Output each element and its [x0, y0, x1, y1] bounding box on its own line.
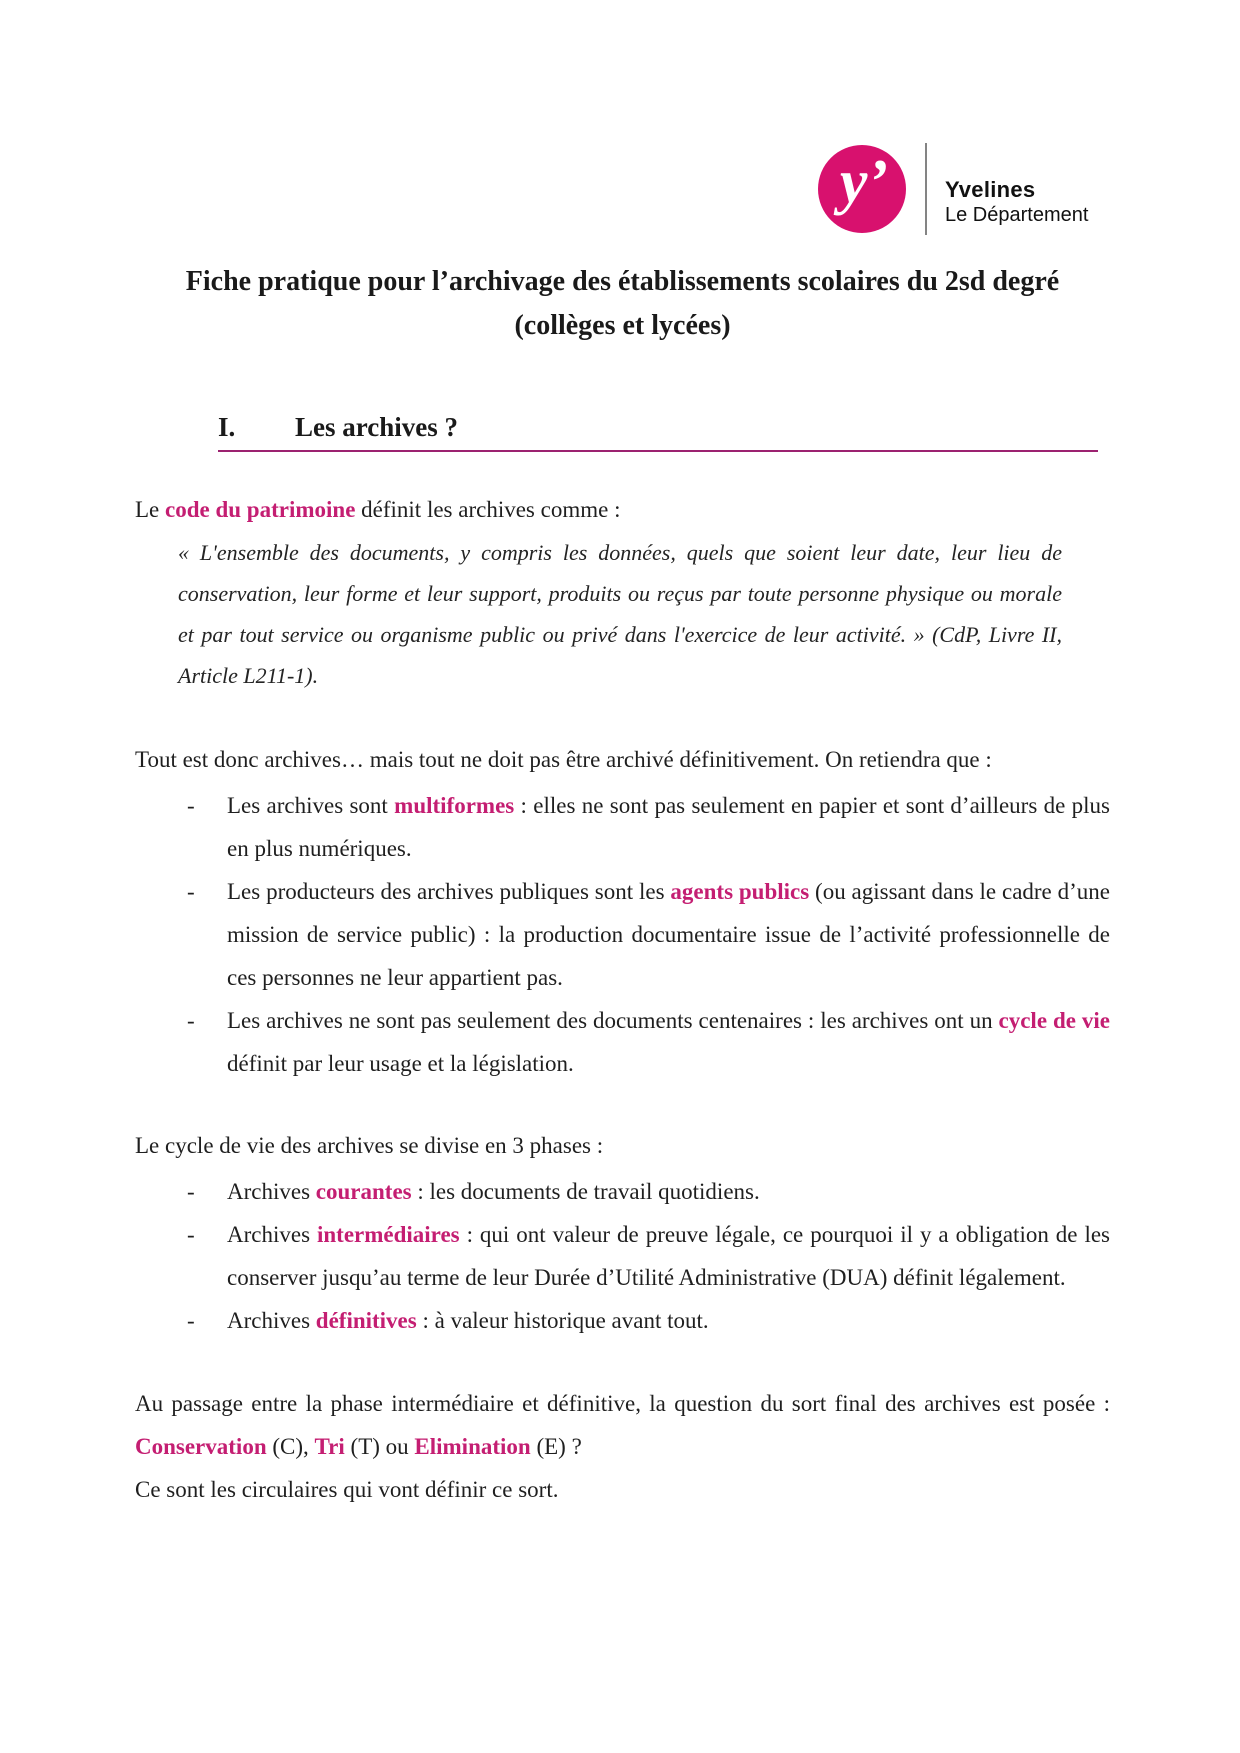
sort-final-paragraph — [135, 1382, 1110, 1468]
text-run: : elles ne sont pas seulement en papier et sont d’ailleurs de plus en plus numériques. — [227, 793, 1110, 861]
list-marker: - — [187, 1222, 195, 1247]
list-item — [135, 1213, 1110, 1299]
text-run: Le — [135, 497, 166, 522]
section-numeral: I. — [218, 412, 236, 442]
text-run: Archives — [227, 1222, 317, 1247]
text-run: : à valeur historique avant tout. — [416, 1308, 709, 1333]
list-item-text — [227, 870, 1110, 999]
text-run: (T) ou — [344, 1434, 415, 1459]
accent-term: multiformes — [394, 793, 515, 818]
text-run: : les documents de travail quotidiens. — [411, 1179, 760, 1204]
list-item-text — [227, 1170, 1110, 1213]
list-marker: - — [187, 793, 195, 818]
text-run: : qui ont valeur de preuve légale, ce pourquoi il y a obligation de les conserver jusqu’au terme de leur Durée d’Utilité Administrative (DUA) définit légalement. — [227, 1222, 1110, 1290]
text-run: Les archives sont — [227, 793, 395, 818]
legal-quote: « L'ensemble des documents, y compris les données, quels que soient leur date, leur lieu de conservation, leur forme et leur support, produits ou reçus par toute personne physique ou morale et par tout service ou organisme public ou privé dans l'exercice de leur activité. » (CdP, Livre II, Article L211-1). — [178, 540, 1062, 688]
section-heading — [218, 410, 1098, 452]
yvelines-logo — [818, 145, 1088, 235]
section-label: Les archives ? — [295, 412, 458, 442]
text-run: Archives — [227, 1179, 316, 1204]
list-item — [135, 1299, 1110, 1342]
list-marker: - — [187, 1008, 195, 1033]
logo-monogram: y’ — [839, 147, 889, 216]
list-item — [135, 999, 1110, 1085]
intro-paragraph — [135, 488, 1110, 532]
text-run: définit les archives comme : — [355, 497, 621, 522]
title-line-1: Fiche pratique pour l’archivage des établissements scolaires du 2sd degré — [185, 266, 1060, 297]
text-run: Les producteurs des archives publiques sont les — [227, 879, 671, 904]
archives-properties-list — [135, 784, 1110, 1085]
list-item-text — [227, 1213, 1110, 1299]
text-run: (ou agissant dans le cadre d’une mission de service public) : la production documentaire issue de l’activité professionnelle de ces personnes ne leur appartient pas. — [227, 879, 1110, 990]
list-item-text — [227, 784, 1110, 870]
document-title — [135, 260, 1110, 348]
text-run: Archives — [227, 1308, 316, 1333]
overview-paragraph: Tout est donc archives… mais tout ne doit pas être archivé définitivement. On retiendra que : — [135, 747, 992, 772]
logo-brand-name: Yvelines — [945, 177, 1036, 202]
closing-paragraph: Ce sont les circulaires qui vont définir ce sort. — [135, 1477, 559, 1502]
accent-term: cycle de vie — [998, 1008, 1110, 1033]
title-line-2: (collèges et lycées) — [514, 310, 731, 341]
accent-term: Conservation — [135, 1434, 267, 1459]
accent-term: intermédiaires — [316, 1222, 460, 1247]
text-run: (C), — [266, 1434, 315, 1459]
accent-term: Tri — [314, 1434, 345, 1459]
accent-term: courantes — [315, 1179, 412, 1204]
phases-intro-paragraph: Le cycle de vie des archives se divise en 3 phases : — [135, 1133, 604, 1158]
list-marker: - — [187, 1308, 195, 1333]
list-item — [135, 1170, 1110, 1213]
logo-circle — [818, 145, 906, 233]
logo-brand-subtitle: Le Département — [945, 204, 1089, 226]
list-item — [135, 870, 1110, 999]
accent-term: code du patrimoine — [165, 497, 356, 522]
list-item-text — [227, 999, 1110, 1085]
text-run: (E) ? — [530, 1434, 582, 1459]
accent-term: définitives — [315, 1308, 417, 1333]
accent-term: agents publics — [670, 879, 810, 904]
logo-text — [945, 177, 1088, 235]
list-item-text — [227, 1299, 1110, 1342]
text-run: définit par leur usage et la législation. — [227, 1051, 574, 1076]
text-run: Les archives ne sont pas seulement des documents centenaires : les archives ont un — [227, 1008, 999, 1033]
list-marker: - — [187, 879, 195, 904]
accent-term: Elimination — [414, 1434, 531, 1459]
archives-phases-list — [135, 1170, 1110, 1342]
list-marker: - — [187, 1179, 195, 1204]
text-run: Au passage entre la phase intermédiaire et définitive, la question du sort final des archives est posée : — [135, 1391, 1110, 1416]
logo-divider — [925, 143, 927, 235]
list-item — [135, 784, 1110, 870]
